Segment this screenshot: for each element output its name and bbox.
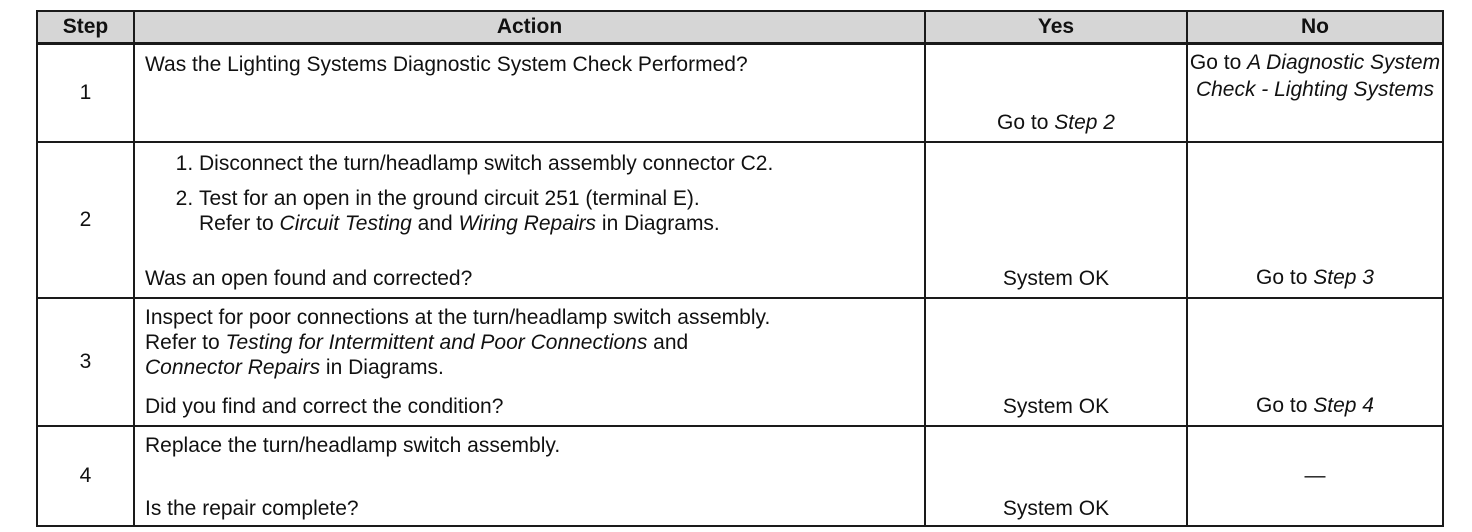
action-cell [134,44,925,142]
refer-link-2: Wiring Repairs [458,211,597,235]
no-ref: A Diagnostic System Check - Lighting Systems [1195,51,1441,101]
refer-link-1: Circuit Testing [279,211,412,235]
header-yes: Yes [925,11,1187,44]
table-row [37,298,1443,426]
no-ref: Step 4 [1313,393,1374,417]
action-cell [134,298,925,426]
refer-and: and [647,330,689,354]
table-row [37,426,1443,526]
no-prefix: Go to [1256,393,1314,417]
list-item: 1. Disconnect the turn/headlamp switch assembly connector C2. [199,151,914,176]
action-text: Was the Lighting Systems Diagnostic System Check Performed? [145,53,748,76]
action-text: Inspect for poor connections at the turn/headlamp switch assembly. [145,305,771,329]
no-prefix: Go to [1189,51,1248,74]
no-prefix: Go to [1256,265,1314,289]
refer-suffix: in Diagrams. [596,211,720,235]
table-row [37,44,1443,142]
header-row [37,11,1443,44]
action-text: Replace the turn/headlamp switch assembly. [145,433,561,457]
header-action: Action [134,11,925,44]
refer-suffix: in Diagrams. [320,355,444,379]
table-row [37,142,1443,298]
diagnostic-table [36,10,1444,527]
action-question: Was an open found and corrected? [145,266,473,290]
no-cell [1187,142,1443,298]
yes-cell: System OK [925,142,1187,298]
refer-prefix: Refer to [145,330,226,354]
no-cell [1187,44,1443,142]
no-ref: Step 3 [1313,265,1374,289]
yes-step-ref: Step 2 [1054,110,1115,134]
refer-link-1: Testing for Intermittent and Poor Connections [225,330,648,354]
no-cell [1187,298,1443,426]
header-no: No [1187,11,1443,44]
refer-link-2: Connector Repairs [145,355,321,379]
yes-cell [925,44,1187,142]
yes-prefix: Go to [997,110,1055,134]
refer-and: and [411,211,459,235]
step-number: 2 [37,142,134,298]
refer-prefix: Refer to [199,211,280,235]
header-step: Step [37,11,134,44]
step-number: 3 [37,298,134,426]
action-cell [134,426,925,526]
no-cell: — [1187,426,1443,526]
list-item [199,186,914,236]
yes-cell: System OK [925,426,1187,526]
action-steps-list [145,151,914,236]
step-number: 1 [37,44,134,142]
list-item-text: Test for an open in the ground circuit 251 (terminal E). [199,186,700,210]
step-number: 4 [37,426,134,526]
yes-cell: System OK [925,298,1187,426]
action-question: Did you find and correct the condition? [145,394,504,418]
action-question: Is the repair complete? [145,496,359,520]
action-cell [134,142,925,298]
